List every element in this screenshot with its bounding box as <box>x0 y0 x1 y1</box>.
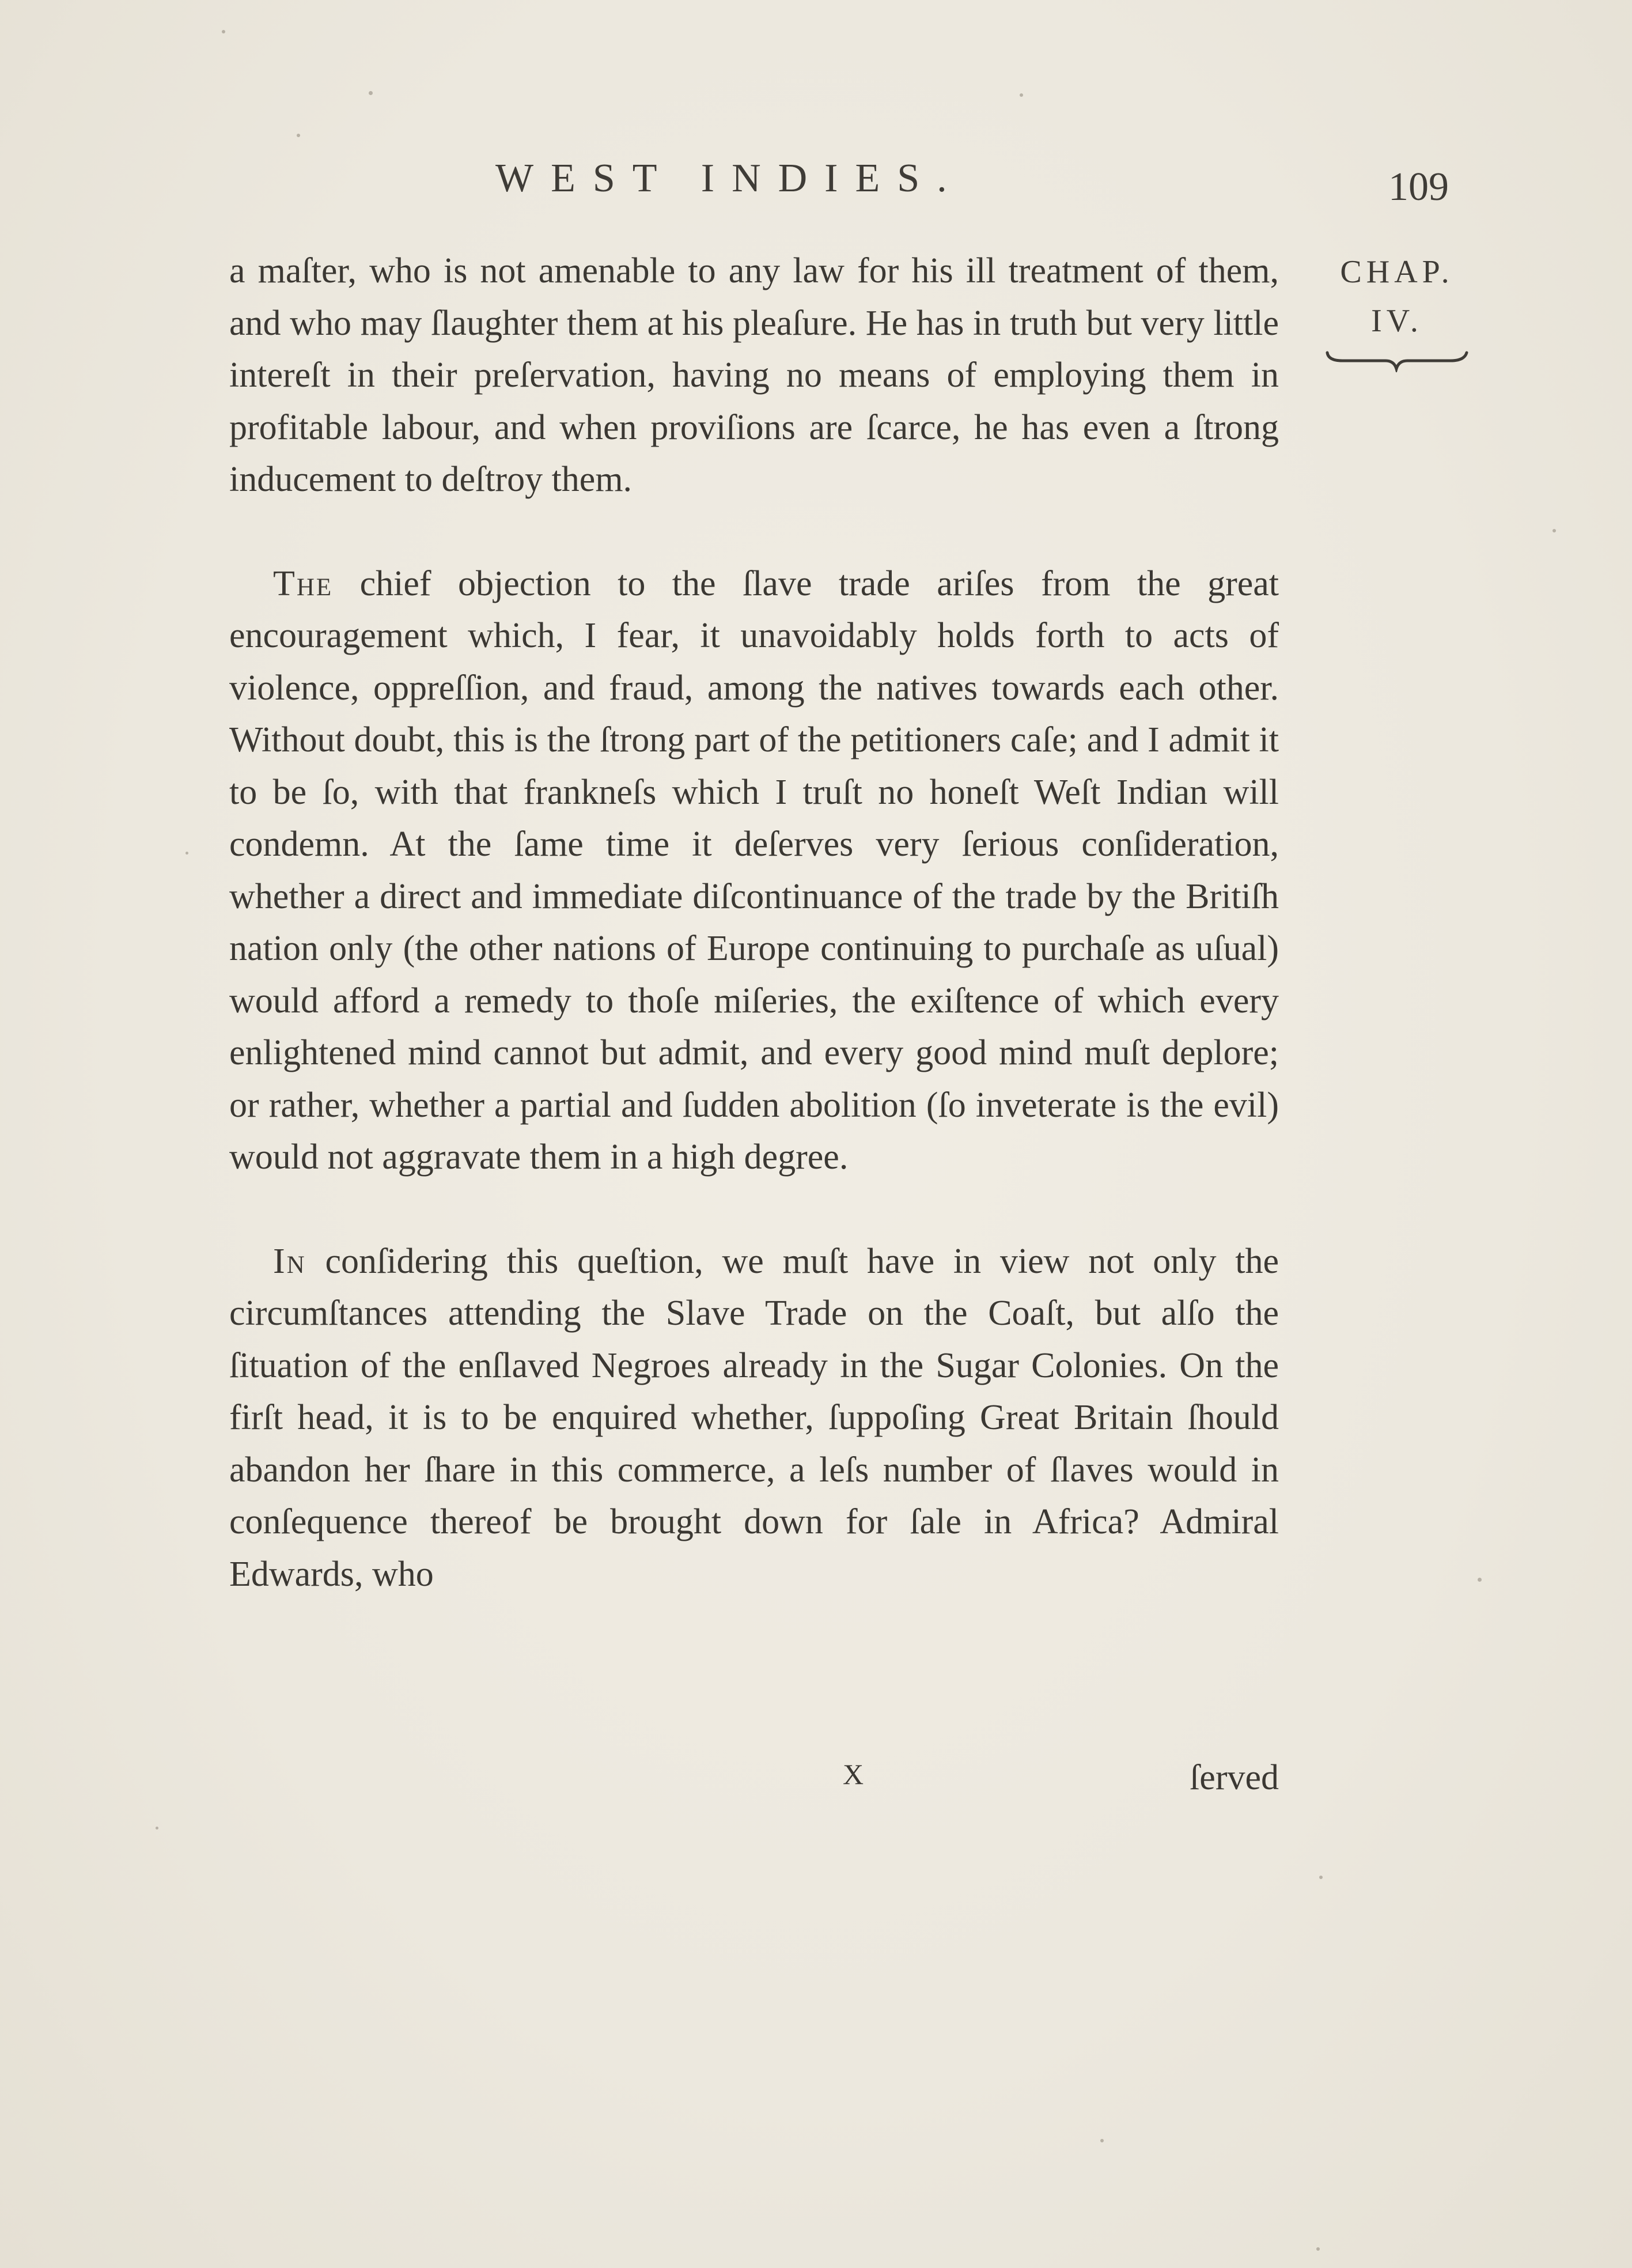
brace-ornament <box>1325 349 1469 372</box>
paragraph-3-lead: In <box>273 1241 306 1281</box>
paper-speck <box>185 852 188 855</box>
paper-speck <box>1020 93 1023 97</box>
chapter-margin-note <box>1322 248 1472 372</box>
chapter-number: IV. <box>1371 303 1423 339</box>
paragraph-3 <box>229 1235 1279 1601</box>
paper-speck <box>297 134 300 137</box>
paragraph-3-text: conſidering this queſtion, we muſt have in view not only the circumſtances attending the Slave Trade on the Coaſt, but alſo the ſituation of the enſlaved Negroes already in the Sugar Colonies. On the firſt head, it is to be enquired whether, ſuppoſing Great Britain ſhould abandon her ſhare in this commerce, a leſs number of ſlaves would in conſequence thereof be brought down for ſale in Africa? Admiral Edwards, who <box>229 1241 1279 1594</box>
paper-speck <box>156 1827 158 1829</box>
catchword: ſerved <box>1190 1758 1279 1797</box>
paper-speck <box>369 91 373 95</box>
paper-speck <box>222 30 225 33</box>
paper-speck <box>1553 529 1556 532</box>
paragraph-1: a maſter, who is not amenable to any law for his ill treatment of them, and who may ſlaughter them at his pleaſure. He has in truth but very little intereſt in their preſervation, having no means of employing them in profitable labour, and when proviſions are ſcarce, he has even a ſtrong inducement to deſtroy them. <box>229 251 1279 499</box>
signature-mark: X <box>843 1758 864 1790</box>
paragraph-2-text: chief objection to the ſlave trade ariſes from the great encouragement which, I fear, it unavoidably holds forth to acts of violence, oppreſſion, and fraud, among the natives towards each other. Without doubt, this is the ſtrong part of the petitioners caſe; and I admit it to be ſo, with that frankneſs which I truſt no honeſt Weſt Indian will condemn. At the ſame time it deſerves very ſerious conſideration, whether a direct and immediate diſcontinuance of the trade by the Britiſh nation only (the other nations of Europe continuing to purchaſe as uſual) would afford a remedy to thoſe miſeries, the exiſtence of which every enlightened mind cannot but admit, and every good mind muſt deplore; or rather, whether a partial and ſudden abolition (ſo inveterate is the evil) would not aggravate them in a high degree. <box>229 564 1279 1177</box>
paper-speck <box>1319 1876 1323 1879</box>
paper-speck <box>1316 2247 1320 2251</box>
chapter-label: CHAP. <box>1340 254 1454 290</box>
page-footer <box>229 1757 1279 1809</box>
paper-speck <box>1478 1578 1482 1582</box>
running-head: WEST INDIES. <box>495 156 964 201</box>
paragraph-2-lead: The <box>273 564 334 603</box>
paper-speck <box>1100 2139 1104 2142</box>
page-number: 109 <box>1388 165 1449 209</box>
body-text <box>229 245 1279 1600</box>
paragraph-2 <box>229 558 1279 1184</box>
